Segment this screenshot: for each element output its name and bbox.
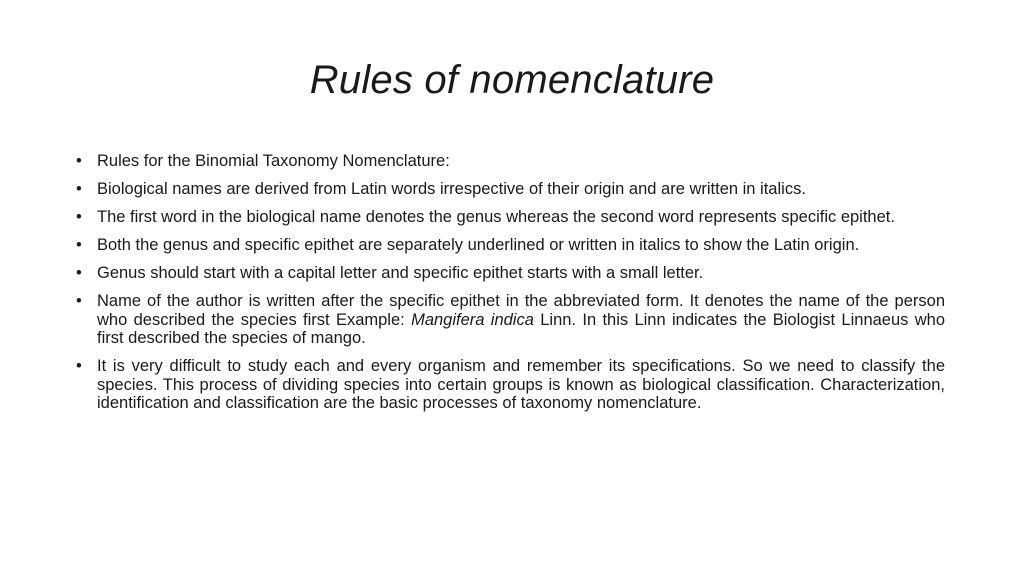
bullet-item-7	[76, 357, 945, 413]
bullet-dot-icon: •	[76, 208, 82, 226]
bullet-item-4	[76, 236, 945, 255]
bullet-text	[97, 292, 945, 348]
bullet-text: It is very difficult to study each and every organism and remember its specifications. So we need to classify the species. This process of dividing species into certain groups is known as biological classification. Characterization, identification and classification are the basic processes of taxonomy nomenclature.	[97, 357, 945, 412]
bullet-text: Rules for the Binomial Taxonomy Nomenclature:	[97, 152, 450, 170]
bullet-item-3	[76, 208, 945, 227]
bullet-text: Both the genus and specific epithet are separately underlined or written in italics to show the Latin origin.	[97, 236, 860, 254]
bullet-item-1	[76, 152, 945, 171]
bullet-dot-icon: •	[76, 357, 82, 375]
bullet-text-part: Name of the author is written after the specific epithet in the abbreviated form. It denotes the name of the person who described the species first Example:	[97, 292, 945, 329]
slide-title: Rules of nomenclature	[309, 58, 715, 102]
bullet-item-5	[76, 264, 945, 283]
bullet-text: Biological names are derived from Latin words irrespective of their origin and are written in italics.	[97, 180, 806, 198]
bullet-text: The first word in the biological name denotes the genus whereas the second word represents specific epithet.	[97, 208, 895, 226]
bullet-text-part: Linn. In this Linn indicates the Biologist Linnaeus who first described the species of mango.	[97, 310, 946, 347]
bullet-dot-icon: •	[76, 180, 82, 198]
bullet-dot-icon: •	[76, 236, 82, 254]
bullet-item-6	[76, 292, 945, 348]
bullet-list	[76, 152, 945, 422]
species-example-name: Mangifera indica	[411, 310, 534, 329]
bullet-dot-icon: •	[76, 292, 82, 310]
bullet-item-2	[76, 180, 945, 199]
bullet-dot-icon: •	[76, 264, 82, 282]
bullet-text: Genus should start with a capital letter and specific epithet starts with a small letter.	[97, 264, 704, 282]
bullet-dot-icon: •	[76, 152, 82, 170]
